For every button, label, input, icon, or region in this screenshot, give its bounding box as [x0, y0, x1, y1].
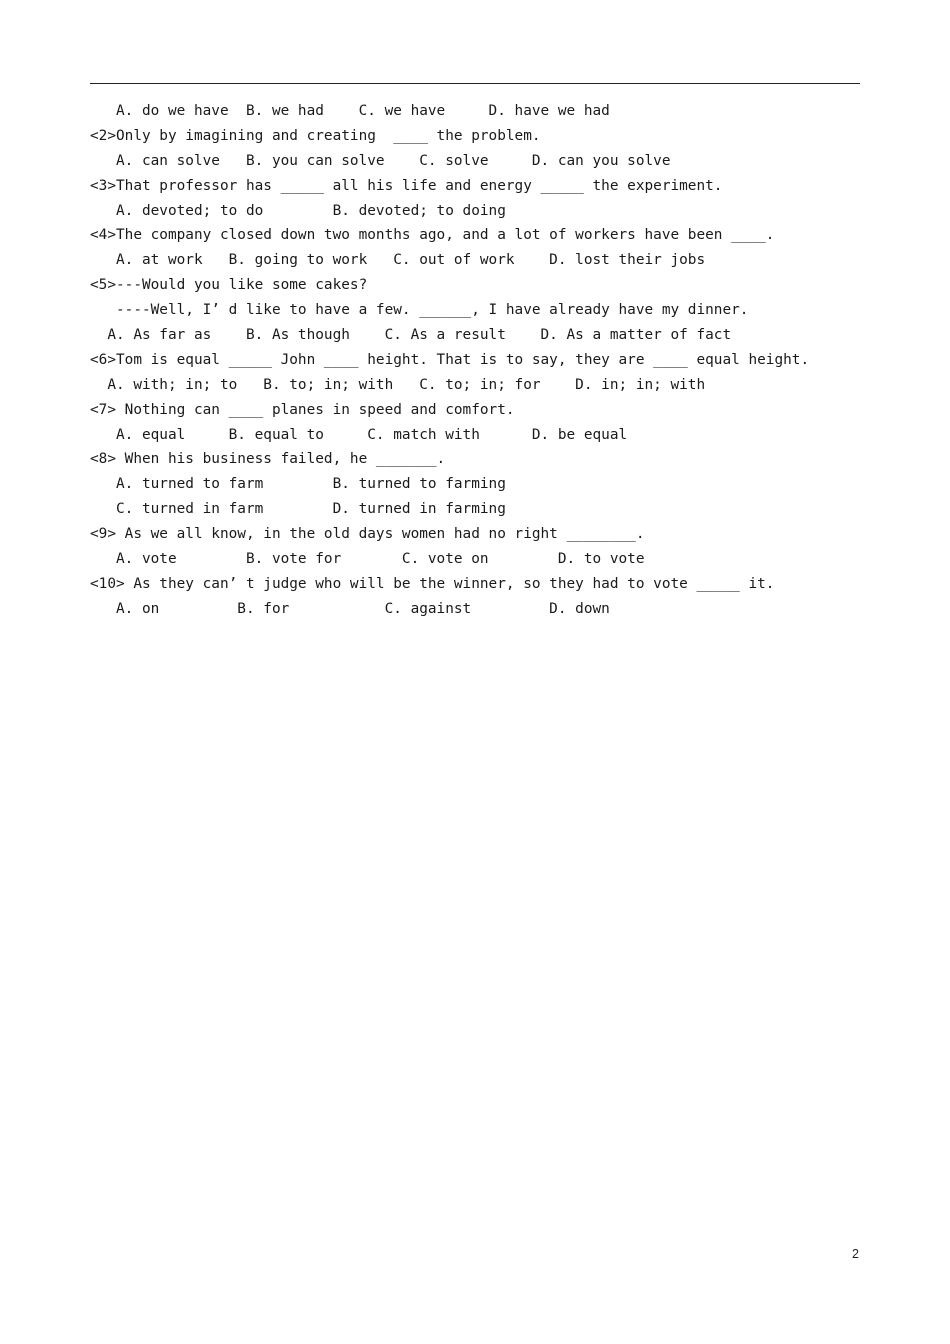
options-line-1: A. do we have B. we had C. we have D. have we had — [90, 103, 610, 119]
question-list — [90, 99, 860, 622]
question-5-reply: ----Well, I’ d like to have a few. ______, I have already have my dinner. — [90, 302, 749, 319]
question-9: <9> As we all know, in the old days women had no right ________. — [90, 526, 645, 543]
page-number: 2 — [852, 1247, 859, 1261]
question-3: <3>That professor has _____ all his life and energy _____ the experiment. — [90, 177, 723, 194]
options-line-7: A. equal B. equal to C. match with D. be equal — [90, 426, 628, 443]
options-line-2: A. can solve B. you can solve C. solve D. can you solve — [90, 152, 671, 169]
question-6: <6>Tom is equal _____ John ____ height. That is to say, they are ____ equal height. — [90, 351, 810, 368]
options-line-8b: C. turned in farm D. turned in farming — [90, 501, 506, 518]
options-line-8a: A. turned to farm B. turned to farming — [90, 476, 506, 493]
question-5: <5>---Would you like some cakes? — [90, 277, 368, 294]
options-line-5: A. As far as B. As though C. As a result D. As a matter of fact — [90, 327, 732, 344]
question-4: <4>The company closed down two months ago, and a lot of workers have been ____. — [90, 227, 775, 244]
question-7: <7> Nothing can ____ planes in speed and comfort. — [90, 401, 515, 418]
question-8: <8> When his business failed, he _______. — [90, 451, 446, 468]
options-line-10: A. on B. for C. against D. down — [90, 600, 610, 617]
options-line-4: A. at work B. going to work C. out of work D. lost their jobs — [90, 252, 706, 269]
options-line-9: A. vote B. vote for C. vote on D. to vote — [90, 551, 645, 568]
question-2: <2>Only by imagining and creating ____ the problem. — [90, 127, 541, 144]
options-line-3: A. devoted; to do B. devoted; to doing — [90, 202, 506, 219]
header-rule — [90, 83, 860, 84]
question-10: <10> As they can’ t judge who will be the winner, so they had to vote _____ it. — [90, 575, 775, 592]
options-line-6: A. with; in; to B. to; in; with C. to; in; for D. in; in; with — [90, 376, 706, 393]
